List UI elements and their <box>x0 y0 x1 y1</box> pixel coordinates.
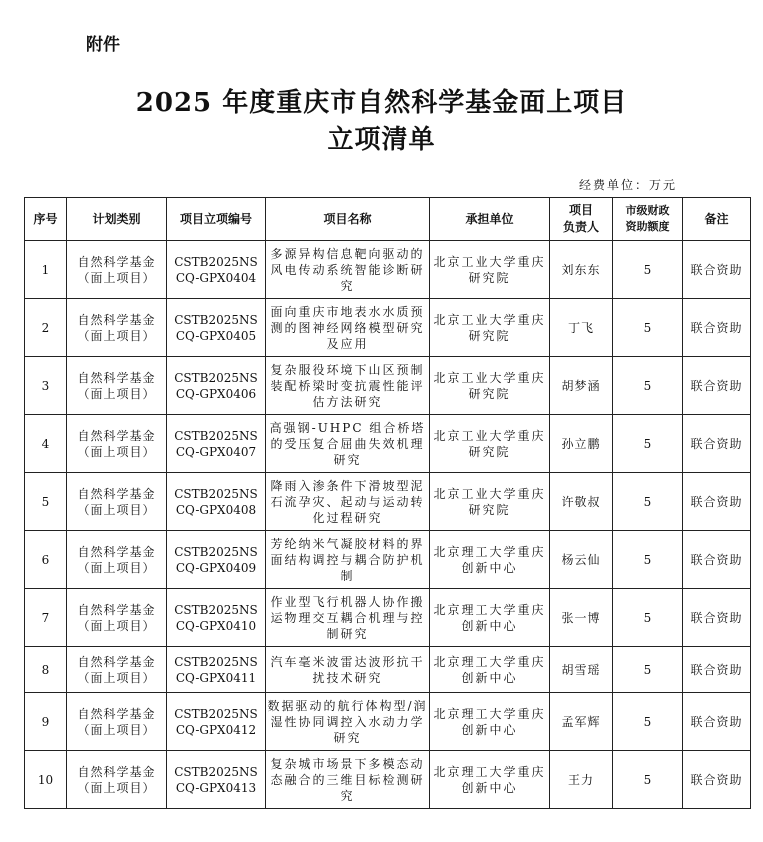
cell-project-code-text: CQ-GPX0408 <box>175 502 257 517</box>
cell-leader <box>550 531 613 589</box>
cell-project-code <box>167 693 266 751</box>
cell-seq <box>25 693 67 751</box>
cell-leader-text: 胡雪瑶 <box>561 662 601 677</box>
cell-leader-text: 张一博 <box>561 610 601 625</box>
cell-funding <box>613 473 683 531</box>
cell-category-text: （面上项目） <box>77 560 156 575</box>
cell-project-name <box>266 473 430 531</box>
cell-funding <box>613 415 683 473</box>
table-row <box>25 693 751 751</box>
cell-seq <box>25 357 67 415</box>
cell-organization-text: 北京工业大学重庆研究院 <box>433 486 546 517</box>
cell-funding <box>613 751 683 809</box>
cell-seq-text: 5 <box>41 494 50 509</box>
cell-project-name-text: 多源异构信息靶向驱动的风电传动系统智能诊断研究 <box>270 246 425 293</box>
cell-seq-text: 1 <box>41 262 50 277</box>
cell-project-code-text: CSTB2025NS <box>174 706 258 721</box>
cell-organization <box>430 589 550 647</box>
cell-funding-text: 5 <box>643 552 652 567</box>
cell-project-code <box>167 751 266 809</box>
cell-category <box>67 357 167 415</box>
cell-category <box>67 241 167 299</box>
cell-funding <box>613 647 683 693</box>
cell-category-text: 自然科学基金 <box>77 706 156 721</box>
cell-project-code <box>167 589 266 647</box>
cell-category-text: （面上项目） <box>77 328 156 343</box>
cell-funding-text: 5 <box>643 662 652 677</box>
cell-category-text: （面上项目） <box>77 444 156 459</box>
cell-category-text: 自然科学基金 <box>77 764 156 779</box>
table-row <box>25 647 751 693</box>
cell-leader-text: 孙立鹏 <box>561 436 601 451</box>
cell-project-code <box>167 241 266 299</box>
cell-leader <box>550 241 613 299</box>
cell-seq <box>25 589 67 647</box>
cell-category <box>67 531 167 589</box>
cell-organization <box>430 241 550 299</box>
cell-project-name <box>266 241 430 299</box>
cell-note <box>683 751 751 809</box>
cell-category-text: （面上项目） <box>77 670 156 685</box>
cell-organization <box>430 299 550 357</box>
cell-project-name <box>266 531 430 589</box>
cell-note-text: 联合资助 <box>690 714 743 729</box>
cell-project-code-text: CQ-GPX0409 <box>175 560 257 575</box>
cell-organization-text: 北京理工大学重庆创新中心 <box>433 654 546 685</box>
header-leader-line2: 负责人 <box>562 220 599 234</box>
cell-category-text: （面上项目） <box>77 722 156 737</box>
attachment-label: 附件 <box>86 35 120 55</box>
cell-funding-text: 5 <box>643 262 652 277</box>
cell-project-code-text: CSTB2025NS <box>174 602 258 617</box>
cell-organization-text: 北京理工大学重庆创新中心 <box>433 764 546 795</box>
cell-note <box>683 531 751 589</box>
cell-organization <box>430 473 550 531</box>
cell-project-name <box>266 299 430 357</box>
cell-project-code <box>167 415 266 473</box>
header-leader <box>550 198 613 241</box>
cell-leader <box>550 693 613 751</box>
cell-funding <box>613 299 683 357</box>
cell-project-name <box>266 751 430 809</box>
cell-category-text: 自然科学基金 <box>77 428 156 443</box>
cell-category-text: （面上项目） <box>77 618 156 633</box>
cell-note-text: 联合资助 <box>690 494 743 509</box>
cell-leader <box>550 415 613 473</box>
cell-note <box>683 647 751 693</box>
cell-note-text: 联合资助 <box>690 262 743 277</box>
cell-project-code-text: CSTB2025NS <box>174 486 258 501</box>
cell-organization <box>430 647 550 693</box>
cell-category-text: 自然科学基金 <box>77 370 156 385</box>
cell-funding-text: 5 <box>643 494 652 509</box>
cell-funding-text: 5 <box>643 610 652 625</box>
cell-funding-text: 5 <box>643 772 652 787</box>
cell-leader <box>550 589 613 647</box>
table-row <box>25 299 751 357</box>
cell-seq-text: 3 <box>41 378 50 393</box>
table-row <box>25 589 751 647</box>
cell-seq <box>25 241 67 299</box>
header-funding <box>613 198 683 241</box>
cell-category <box>67 751 167 809</box>
cell-project-name <box>266 589 430 647</box>
cell-leader <box>550 299 613 357</box>
header-project-name: 项目名称 <box>266 198 430 241</box>
table-row <box>25 241 751 299</box>
cell-project-code-text: CSTB2025NS <box>174 254 258 269</box>
cell-category-text: 自然科学基金 <box>77 312 156 327</box>
cell-project-code-text: CQ-GPX0413 <box>175 780 257 795</box>
funding-unit-note: 经费单位：万元 <box>578 178 677 192</box>
cell-category <box>67 693 167 751</box>
header-funding-line2: 资助额度 <box>625 220 670 233</box>
cell-category <box>67 473 167 531</box>
cell-funding-text: 5 <box>643 436 652 451</box>
cell-project-name <box>266 693 430 751</box>
table-row <box>25 357 751 415</box>
cell-project-name-text: 芳纶纳米气凝胶材料的界面结构调控与耦合防护机制 <box>270 536 425 583</box>
cell-funding <box>613 531 683 589</box>
cell-note <box>683 241 751 299</box>
cell-organization <box>430 751 550 809</box>
cell-organization-text: 北京工业大学重庆研究院 <box>433 254 546 285</box>
cell-leader <box>550 751 613 809</box>
cell-seq-text: 2 <box>41 320 50 335</box>
cell-seq-text: 6 <box>41 552 50 567</box>
cell-note-text: 联合资助 <box>690 552 743 567</box>
header-seq: 序号 <box>25 198 67 241</box>
cell-project-code <box>167 531 266 589</box>
cell-note <box>683 299 751 357</box>
cell-funding <box>613 589 683 647</box>
cell-project-name-text: 高强钢-UHPC 组合桥塔的受压复合屈曲失效机理研究 <box>269 420 426 467</box>
cell-project-code-text: CQ-GPX0405 <box>175 328 257 343</box>
cell-leader-text: 孟军辉 <box>561 714 601 729</box>
cell-category-text: 自然科学基金 <box>77 254 156 269</box>
cell-category <box>67 589 167 647</box>
cell-seq-text: 9 <box>41 714 50 729</box>
cell-project-code-text: CSTB2025NS <box>174 654 258 669</box>
cell-category-text: 自然科学基金 <box>77 654 156 669</box>
cell-leader-text: 杨云仙 <box>561 552 601 567</box>
cell-project-name-text: 复杂城市场景下多模态动态融合的三维目标检测研究 <box>270 756 425 803</box>
cell-seq <box>25 299 67 357</box>
cell-category-text: 自然科学基金 <box>77 486 156 501</box>
cell-organization <box>430 357 550 415</box>
cell-leader <box>550 473 613 531</box>
cell-project-code-text: CQ-GPX0410 <box>175 618 257 633</box>
cell-seq-text: 4 <box>41 436 50 451</box>
cell-funding-text: 5 <box>643 378 652 393</box>
cell-note <box>683 693 751 751</box>
cell-note <box>683 473 751 531</box>
cell-project-code <box>167 357 266 415</box>
cell-funding-text: 5 <box>643 320 652 335</box>
cell-leader <box>550 357 613 415</box>
header-note: 备注 <box>683 198 751 241</box>
cell-project-name-text: 数据驱动的航行体构型/润湿性协同调控入水动力学研究 <box>267 698 428 745</box>
cell-project-name-text: 汽车毫米波雷达波形抗干扰技术研究 <box>270 654 425 685</box>
cell-seq <box>25 473 67 531</box>
header-organization: 承担单位 <box>430 198 550 241</box>
cell-category-text: 自然科学基金 <box>77 544 156 559</box>
cell-organization-text: 北京理工大学重庆创新中心 <box>433 602 546 633</box>
cell-project-code-text: CSTB2025NS <box>174 370 258 385</box>
cell-project-code-text: CQ-GPX0406 <box>175 386 257 401</box>
cell-note-text: 联合资助 <box>690 772 743 787</box>
cell-project-code <box>167 473 266 531</box>
cell-note-text: 联合资助 <box>690 378 743 393</box>
cell-project-code-text: CSTB2025NS <box>174 544 258 559</box>
cell-category-text: （面上项目） <box>77 780 156 795</box>
cell-category-text: （面上项目） <box>77 270 156 285</box>
cell-funding <box>613 357 683 415</box>
table-row <box>25 751 751 809</box>
cell-category <box>67 299 167 357</box>
project-list-table <box>24 197 751 809</box>
cell-project-name <box>266 357 430 415</box>
header-project-code: 项目立项编号 <box>167 198 266 241</box>
cell-leader-text: 刘东东 <box>561 262 601 277</box>
cell-project-name-text: 降雨入渗条件下滑坡型泥石流孕灾、起动与运动转化过程研究 <box>270 478 425 525</box>
cell-project-code <box>167 647 266 693</box>
cell-category-text: （面上项目） <box>77 386 156 401</box>
cell-note-text: 联合资助 <box>690 436 743 451</box>
cell-project-code-text: CSTB2025NS <box>174 428 258 443</box>
cell-seq <box>25 751 67 809</box>
cell-project-name <box>266 415 430 473</box>
cell-project-code-text: CSTB2025NS <box>174 312 258 327</box>
cell-project-code <box>167 299 266 357</box>
cell-project-code-text: CSTB2025NS <box>174 764 258 779</box>
cell-organization-text: 北京工业大学重庆研究院 <box>433 370 546 401</box>
cell-project-name-text: 复杂服役环境下山区预制装配桥梁时变抗震性能评估方法研究 <box>270 362 425 409</box>
cell-category <box>67 647 167 693</box>
cell-category <box>67 415 167 473</box>
cell-project-name-text: 面向重庆市地表水水质预测的图神经网络模型研究及应用 <box>270 304 425 351</box>
cell-organization <box>430 531 550 589</box>
header-funding-line1: 市级财政 <box>625 204 670 217</box>
cell-leader-text: 胡梦涵 <box>561 378 601 393</box>
cell-note <box>683 357 751 415</box>
table-row <box>25 415 751 473</box>
cell-project-code-text: CQ-GPX0404 <box>175 270 257 285</box>
cell-note <box>683 589 751 647</box>
cell-leader-text: 王力 <box>567 772 594 787</box>
cell-leader <box>550 647 613 693</box>
cell-category-text: 自然科学基金 <box>77 602 156 617</box>
cell-organization-text: 北京工业大学重庆研究院 <box>433 428 546 459</box>
cell-organization-text: 北京理工大学重庆创新中心 <box>433 544 546 575</box>
cell-note-text: 联合资助 <box>690 610 743 625</box>
cell-leader-text: 丁飞 <box>567 320 594 335</box>
cell-category-text: （面上项目） <box>77 502 156 517</box>
cell-organization <box>430 415 550 473</box>
cell-seq <box>25 647 67 693</box>
cell-funding <box>613 693 683 751</box>
cell-funding-text: 5 <box>643 714 652 729</box>
cell-seq-text: 10 <box>37 772 54 787</box>
cell-project-code-text: CQ-GPX0411 <box>175 670 257 685</box>
document-title-line1: 2025 年度重庆市自然科学基金面上项目 <box>135 88 628 118</box>
cell-seq <box>25 415 67 473</box>
cell-seq <box>25 531 67 589</box>
document-title-line2: 立项清单 <box>327 125 436 155</box>
cell-project-name-text: 作业型飞行机器人协作搬运物理交互耦合机理与控制研究 <box>270 594 425 641</box>
cell-seq-text: 7 <box>41 610 50 625</box>
cell-seq-text: 8 <box>41 662 50 677</box>
cell-project-code-text: CQ-GPX0412 <box>175 722 257 737</box>
cell-leader-text: 许敬叔 <box>561 494 601 509</box>
header-leader-line1: 项目 <box>568 203 593 217</box>
cell-funding <box>613 241 683 299</box>
header-category: 计划类别 <box>67 198 167 241</box>
cell-note-text: 联合资助 <box>690 320 743 335</box>
table-row <box>25 473 751 531</box>
table-header-row <box>25 198 751 241</box>
cell-organization-text: 北京理工大学重庆创新中心 <box>433 706 546 737</box>
cell-project-name <box>266 647 430 693</box>
cell-project-code-text: CQ-GPX0407 <box>175 444 257 459</box>
cell-organization <box>430 693 550 751</box>
table-row <box>25 531 751 589</box>
cell-note <box>683 415 751 473</box>
cell-organization-text: 北京工业大学重庆研究院 <box>433 312 546 343</box>
cell-note-text: 联合资助 <box>690 662 743 677</box>
